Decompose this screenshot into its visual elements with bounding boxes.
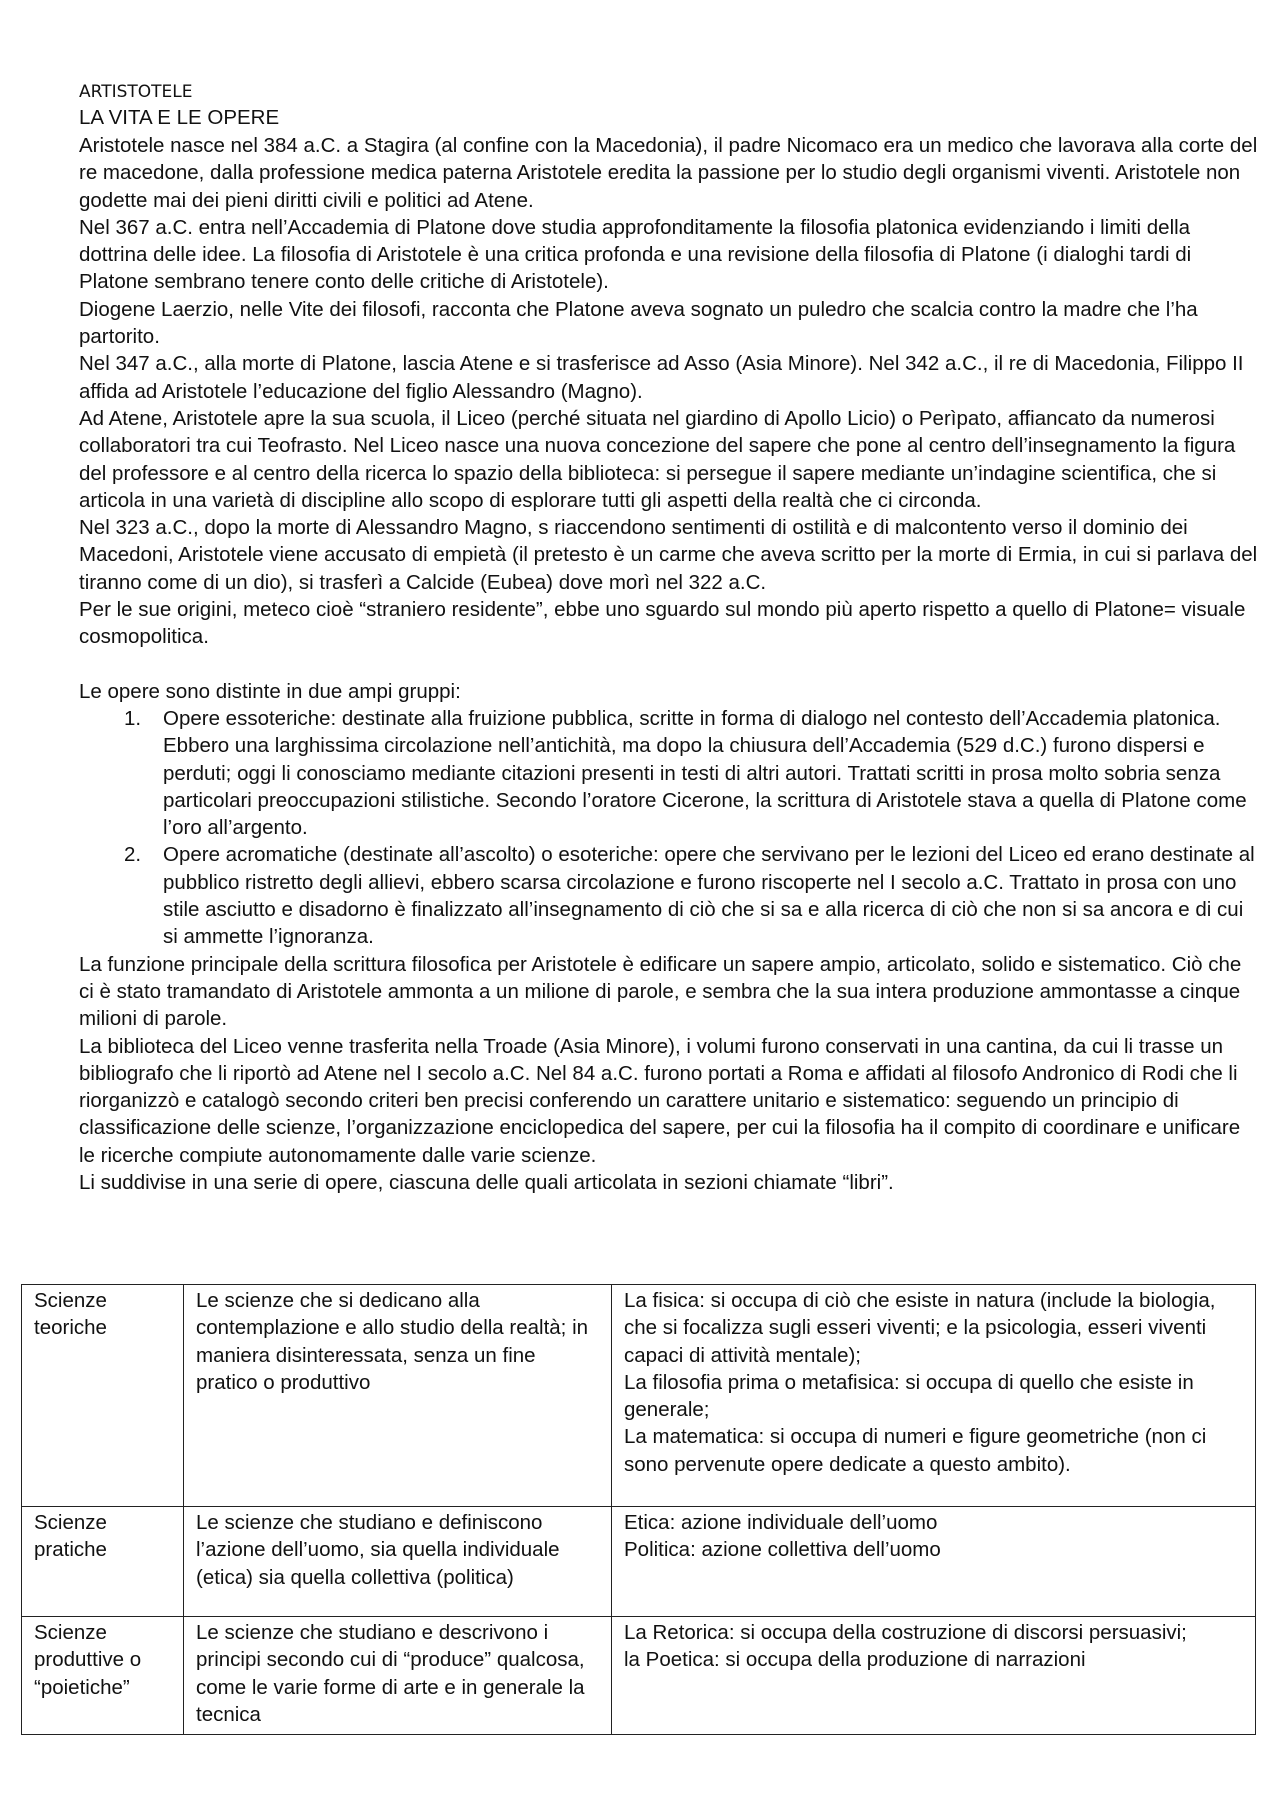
description-cell: Le scienze che studiano e descrivono i principi secondo cui di “produce” qualcosa, come le varie forme di arte e in generale la tecnica bbox=[184, 1617, 612, 1735]
works-list bbox=[79, 705, 1259, 951]
list-item bbox=[79, 705, 1259, 841]
detail-line: La filosofia prima o metafisica: si occupa di quello che esiste in generale; bbox=[624, 1370, 1194, 1422]
detail-line: Politica: azione collettiva dell’uomo bbox=[624, 1538, 941, 1562]
paragraph-library: La biblioteca del Liceo venne trasferita nella Troade (Asia Minore), i volumi furono conservati in una cantina, da cui li trasse un bibliografo che li riportò ad Atene nel I secolo a.C. Nel 84 a.C. furono portati a Roma e affidati al filosofo Andronico di Rodi che li riorganizzò e catalogò secondo criteri ben precisi conferendo un carattere unitario e sistematico: seguendo un principio di classificazione delle scienze, l’organizzazione enciclopedica del sapere, per cui la filosofia ha il compito di coordinare e unificare le ricerche compiute autonomamente dalle varie scienze. bbox=[79, 1034, 1241, 1167]
document-page bbox=[79, 80, 1259, 1196]
list-number: 1. bbox=[124, 706, 142, 730]
details-cell bbox=[612, 1285, 1256, 1507]
table-row bbox=[22, 1285, 1256, 1507]
section-heading: LA VITA E LE OPERE bbox=[79, 106, 280, 129]
description-cell: Le scienze che studiano e definiscono l’azione dell’uomo, sia quella individuale (etica) sia quella collettiva (politica) bbox=[184, 1507, 612, 1617]
details-cell bbox=[612, 1507, 1256, 1617]
category-cell: Scienze produttive o “poietiche” bbox=[22, 1617, 184, 1735]
paragraph-birth: Aristotele nasce nel 384 a.C. a Stagira (al confine con la Macedonia), il padre Nicomaco era un medico che lavorava alla corte del re macedone, dalla professione medica paterna Aristotele eredita la passione per lo studio degli organismi viventi. Aristotele non godette mai dei pieni diritti civili e politici ad Atene. bbox=[79, 134, 1258, 212]
paragraph-academy: Nel 367 a.C. entra nell’Accademia di Platone dove studia approfonditamente la filosofia platonica evidenziando i limiti della dottrina delle idee. La filosofia di Aristotele è una critica profonda e una revisione della filosofia di Platone (i dialoghi tardi di Platone sembrano tenere conto delle critiche di Aristotele). bbox=[79, 215, 1192, 294]
details-cell bbox=[612, 1617, 1256, 1735]
paragraph-asso: Nel 347 a.C., alla morte di Platone, lascia Atene e si trasferisce ad Asso (Asia Minore). Nel 342 a.C., il re di Macedonia, Filippo II affida ad Aristotele l’educazione del figlio Alessandro (Magno). bbox=[79, 352, 1244, 403]
description-cell: Le scienze che si dedicano alla contemplazione e allo studio della realtà; in maniera disinteressata, senza un fine pratico o produttivo bbox=[184, 1285, 612, 1507]
works-intro: Le opere sono distinte in due ampi gruppi: bbox=[79, 679, 461, 703]
paragraph-books: Li suddivise in una serie di opere, ciascuna delle quali articolata in sezioni chiamate “libri”. bbox=[79, 1170, 894, 1194]
detail-line: Etica: azione individuale dell’uomo bbox=[624, 1511, 938, 1534]
document-title: ARTISTOTELE bbox=[79, 82, 193, 102]
paragraph-liceo: Ad Atene, Aristotele apre la sua scuola, il Liceo (perché situata nel giardino di Apollo Licio) o Perìpato, affiancato da numerosi collaboratori tra cui Teofrasto. Nel Liceo nasce una nuova concezione del sapere che pone al centro dell’insegnamento la figura del professore e al centro della ricerca lo spazio della biblioteca: si persegue il sapere mediante un’indagine scientifica, che si articola in una varietà di discipline allo scopo di esplorare tutti gli aspetti della realtà che ci circonda. bbox=[79, 406, 1236, 512]
sciences-table bbox=[21, 1284, 1256, 1735]
list-item-text: Opere essoteriche: destinate alla fruizione pubblica, scritte in forma di dialogo nel contesto dell’Accademia platonica. Ebbero una larghissima circolazione nell’antichità, ma dopo la chiusura dell’Accademia (529 d.C.) furono dispersi e perduti; oggi li conosciamo mediante citazioni presenti in testi di altri autori. Trattati scritti in prosa molto sobria senza particolari preoccupazioni stilistiche. Secondo l’oratore Cicerone, la scrittura di Aristotele stava a quella di Platone come l’oro all’argento. bbox=[163, 706, 1247, 840]
detail-line: la Poetica: si occupa della produzione di narrazioni bbox=[624, 1648, 1086, 1672]
category-cell: Scienze pratiche bbox=[22, 1507, 184, 1617]
detail-line: La Retorica: si occupa della costruzione di discorsi persuasivi; bbox=[624, 1621, 1187, 1644]
list-item-text: Opere acromatiche (destinate all’ascolto) o esoteriche: opere che servivano per le lezioni del Liceo ed erano destinate al pubblico ristretto degli allievi, ebbero scarsa circolazione e furono riscoperte nel I secolo a.C. Trattato in prosa con uno stile asciutto e disadorno è finalizzato all’insegnamento di ciò che si sa e alla ricerca di ciò che non si sa ancora e di cui si ammette l’ignoranza. bbox=[163, 843, 1255, 949]
list-item bbox=[79, 841, 1259, 950]
paragraph-death: Nel 323 a.C., dopo la morte di Alessandro Magno, s riaccendono sentimenti di ostilità e di malcontento verso il dominio dei Macedoni, Aristotele viene accusato di empietà (il pretesto è un carme che aveva scritto per la morte di Ermia, in cui si parlava del tiranno come di un dio), si trasferì a Calcide (Eubea) dove morì nel 322 a.C. bbox=[79, 516, 1258, 594]
list-number: 2. bbox=[124, 843, 142, 867]
paragraph-function: La funzione principale della scrittura filosofica per Aristotele è edificare un sapere ampio, articolato, solido e sistematico. Ciò che ci è stato tramandato di Aristotele ammonta a un milione di parole, e sembra che la sua intera produzione ammontasse a cinque milioni di parole. bbox=[79, 952, 1242, 1031]
paragraph-origins: Per le sue origini, meteco cioè “straniero residente”, ebbe uno sguardo sul mondo più aperto rispetto a quello di Platone= visuale cosmopolitica. bbox=[79, 598, 1246, 649]
table-row bbox=[22, 1507, 1256, 1617]
detail-line: La matematica: si occupa di numeri e figure geometriche (non ci sono pervenute opere dedicate a questo ambito). bbox=[624, 1425, 1207, 1476]
table-row bbox=[22, 1617, 1256, 1735]
detail-line: La fisica: si occupa di ciò che esiste in natura (include la biologia, che si focalizza sugli esseri viventi; e la psicologia, esseri viventi capaci di attività mentale); bbox=[624, 1289, 1216, 1367]
paragraph-diogene: Diogene Laerzio, nelle Vite dei filosofi, racconta che Platone aveva sognato un puledro che scalcia contro la madre che l’ha partorito. bbox=[79, 297, 1198, 349]
category-cell: Scienze teoriche bbox=[22, 1285, 184, 1507]
blank-line bbox=[79, 651, 1259, 678]
